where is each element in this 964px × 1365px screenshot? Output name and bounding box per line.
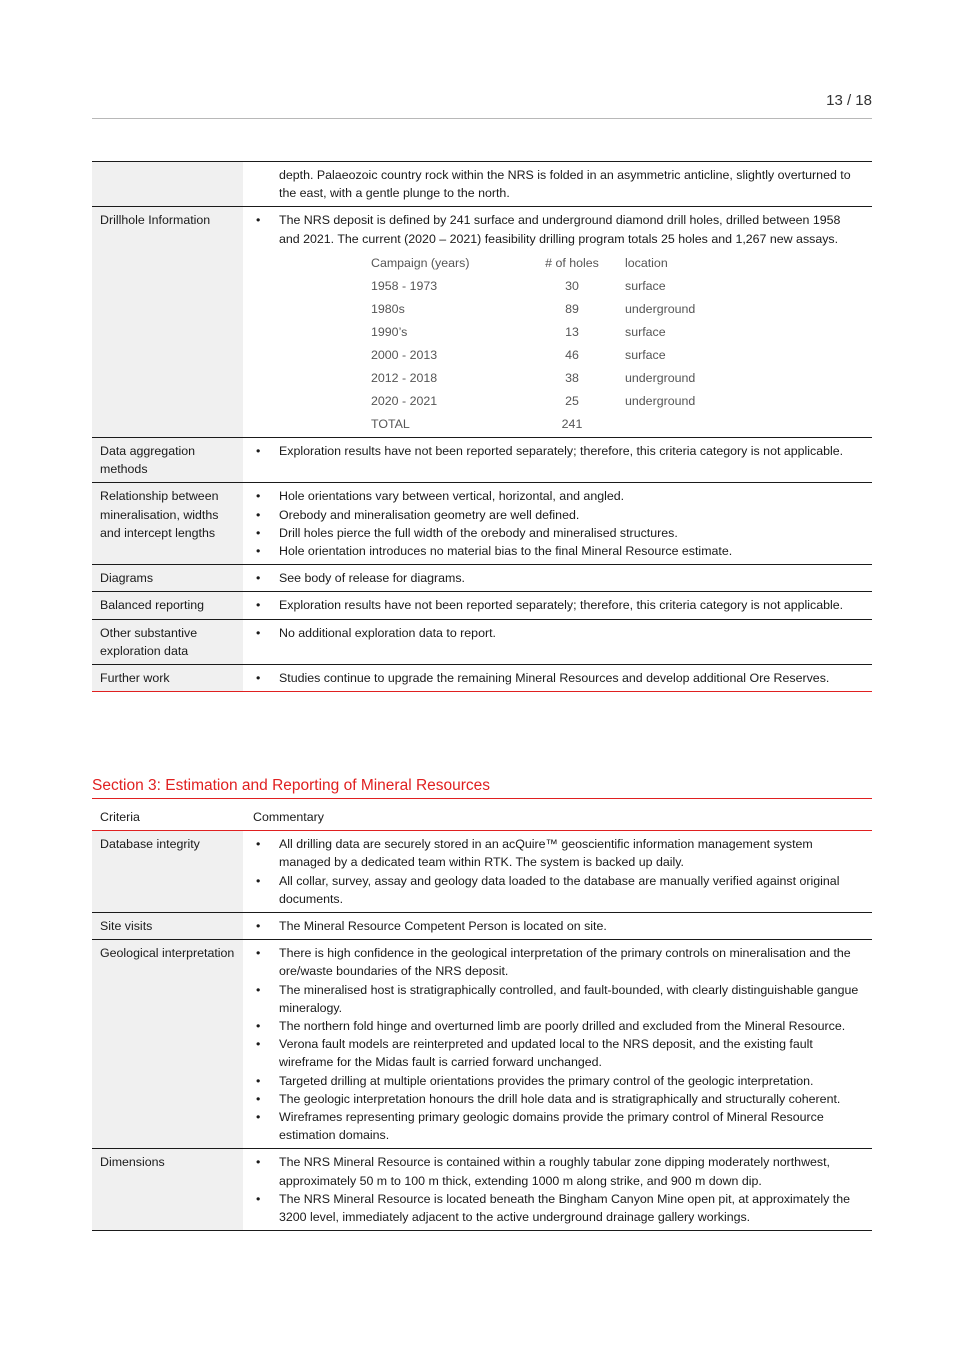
- location-cell: underground: [625, 393, 696, 408]
- location-cell: underground: [625, 370, 696, 385]
- criteria-cell: Balanced reporting: [92, 592, 243, 619]
- commentary-cell: [243, 207, 872, 438]
- commentary-cell: [243, 619, 872, 664]
- section-title: Section 3: Estimation and Reporting of Mineral Resources: [92, 777, 491, 794]
- table-row-site-visits: [92, 913, 872, 940]
- bullet-item: • Drill holes pierce the full width of the orebody and mineralised structures.: [253, 524, 864, 542]
- holes-cell: 46: [565, 347, 579, 362]
- campaign-cell: 2020 - 2021: [371, 393, 438, 408]
- criteria-cell: Further work: [92, 665, 243, 692]
- commentary-cell: [243, 665, 872, 692]
- bullet-item: • Orebody and mineralisation geometry are well defined.: [253, 506, 864, 524]
- drill-table-row: [371, 392, 695, 415]
- campaign-cell: TOTAL: [371, 416, 410, 431]
- campaign-cell: 1990’s: [371, 324, 408, 339]
- table-row-other-exploration: [92, 619, 872, 664]
- bullet-item: • Exploration results have not been reported separately; therefore, this criteria category is not applicable.: [253, 442, 864, 460]
- table-header-row: [92, 804, 872, 831]
- table-row-dimensions: [92, 1149, 872, 1231]
- commentary-cell: [243, 831, 872, 913]
- continuation-text: depth. Palaeozoic country rock within the NRS is folded in an asymmetric anticline, slightly overturned to the east, with a gentle plunge to the north.: [279, 168, 851, 201]
- campaign-cell: 2012 - 2018: [371, 370, 438, 385]
- header-divider: [92, 118, 872, 119]
- criteria-cell: Geological interpretation: [92, 940, 243, 1149]
- commentary-cell: [243, 438, 872, 483]
- drill-table-row: [371, 277, 695, 300]
- bullet-item: • The NRS Mineral Resource is located beneath the Bingham Canyon Mine open pit, at approximately the 3200 level, immediately adjacent to the active underground drainage gallery workings.: [253, 1190, 864, 1226]
- criteria-cell: Relationship between mineralisation, widths and intercept lengths: [92, 483, 243, 565]
- location-cell: surface: [625, 324, 666, 339]
- bullet-item: • Hole orientation introduces no material bias to the final Mineral Resource estimate.: [253, 542, 864, 560]
- holes-cell: 38: [565, 370, 579, 385]
- criteria-header: Criteria: [92, 804, 243, 831]
- table-row-geological-interpretation: [92, 940, 872, 1149]
- criteria-cell: Database integrity: [92, 831, 243, 913]
- commentary-cell: [243, 592, 872, 619]
- section2-table: [92, 161, 872, 692]
- location-cell: underground: [625, 301, 696, 316]
- table-row-drillhole: [92, 207, 872, 438]
- table-row-diagrams: [92, 565, 872, 592]
- location-cell: surface: [625, 347, 666, 362]
- criteria-cell: Data aggregation methods: [92, 438, 243, 483]
- bullet-item: • The mineralised host is stratigraphically controlled, and fault-bounded, with clearly distinguishable gangue mineralogy.: [253, 981, 864, 1017]
- bullet-item: • Wireframes representing primary geologic domains provide the primary control of Mineral Resource estimation domains.: [253, 1108, 864, 1144]
- bullet-item: • All drilling data are securely stored in an acQuire™ geoscientific information management system managed by a dedicated team within RTK. The system is backed up daily.: [253, 835, 864, 871]
- bullet-item: • The northern fold hinge and overturned limb are poorly drilled and excluded from the Mineral Resource.: [253, 1017, 864, 1035]
- bullet-item: • Verona fault models are reinterpreted and updated local to the NRS deposit, and the existing fault wireframe for the Midas fault is carried forward unchanged.: [253, 1035, 864, 1071]
- criteria-cell: Site visits: [92, 913, 243, 940]
- commentary-cell: [243, 565, 872, 592]
- table-row-relationship: [92, 483, 872, 565]
- table-row-database-integrity: [92, 831, 872, 913]
- section-title-rule: [92, 798, 872, 799]
- criteria-cell: Dimensions: [92, 1149, 243, 1231]
- campaign-cell: 2000 - 2013: [371, 347, 438, 362]
- holes-cell: 25: [565, 393, 579, 408]
- bullet-item: • The NRS Mineral Resource is contained within a roughly tabular zone dipping moderately northwest, approximately 50 m to 100 m thick, extending 1000 m along strike, and 900 m down dip.: [253, 1153, 864, 1189]
- bullet-item: • The NRS deposit is defined by 241 surface and underground diamond drill holes, drilled between 1958 and 2021. The current (2020 – 2021) feasibility drilling program totals 25 holes and 1,267 new assays.: [253, 211, 864, 247]
- bullet-item: • Studies continue to upgrade the remaining Mineral Resources and develop additional Ore Reserves.: [253, 669, 864, 687]
- table-row-data-aggregation: [92, 438, 872, 483]
- column-header: # of holes: [545, 255, 599, 270]
- campaign-cell: 1958 - 1973: [371, 278, 438, 293]
- commentary-cell: [243, 940, 872, 1149]
- criteria-cell: Drillhole Information: [92, 207, 243, 438]
- table-row-balanced-reporting: [92, 592, 872, 619]
- column-header: location: [625, 255, 668, 270]
- drill-table-row: [371, 369, 695, 392]
- location-cell: [605, 415, 695, 433]
- drill-table-row: [371, 300, 695, 323]
- criteria-cell: Diagrams: [92, 565, 243, 592]
- holes-cell: 89: [565, 301, 579, 316]
- drill-table-row: [371, 323, 695, 346]
- holes-cell: 30: [565, 278, 579, 293]
- criteria-cell: [92, 162, 243, 207]
- column-header: Campaign (years): [371, 255, 470, 270]
- commentary-header: Commentary: [243, 804, 872, 831]
- bullet-item: • No additional exploration data to report.: [253, 624, 864, 642]
- location-cell: surface: [625, 278, 666, 293]
- commentary-cell: [243, 483, 872, 565]
- bullet-item: • The geologic interpretation honours the drill hole data and is stratigraphically and structurally coherent.: [253, 1090, 864, 1108]
- table-row-further-work: [92, 665, 872, 692]
- bullet-item: • Targeted drilling at multiple orientations provides the primary control of the geologic interpretation.: [253, 1072, 864, 1090]
- holes-cell: 241: [561, 416, 583, 431]
- commentary-cell: [243, 1149, 872, 1231]
- drill-table-total-row: [371, 415, 695, 433]
- drill-table-header: [371, 254, 695, 277]
- bullet-item: • All collar, survey, assay and geology data loaded to the database are manually verified against original documents.: [253, 872, 864, 908]
- drill-table-row: [371, 346, 695, 369]
- bullet-item: • Hole orientations vary between vertical, horizontal, and angled.: [253, 487, 864, 505]
- holes-cell: 13: [565, 324, 579, 339]
- section3-table: [92, 804, 872, 1231]
- bullet-item: • There is high confidence in the geological interpretation of the primary controls on mineralisation and the ore/waste boundaries of the NRS deposit.: [253, 944, 864, 980]
- commentary-cell: [243, 913, 872, 940]
- drill-campaign-table: [371, 254, 695, 433]
- criteria-cell: Other substantive exploration data: [92, 619, 243, 664]
- page-number: 13 / 18: [826, 92, 872, 109]
- bullet-item: • Exploration results have not been reported separately; therefore, this criteria category is not applicable.: [253, 596, 864, 614]
- bullet-item: • The Mineral Resource Competent Person is located on site.: [253, 917, 864, 935]
- commentary-cell: [243, 162, 872, 207]
- bullet-item: • See body of release for diagrams.: [253, 569, 864, 587]
- campaign-cell: 1980s: [371, 301, 405, 316]
- table-row-continuation: [92, 162, 872, 207]
